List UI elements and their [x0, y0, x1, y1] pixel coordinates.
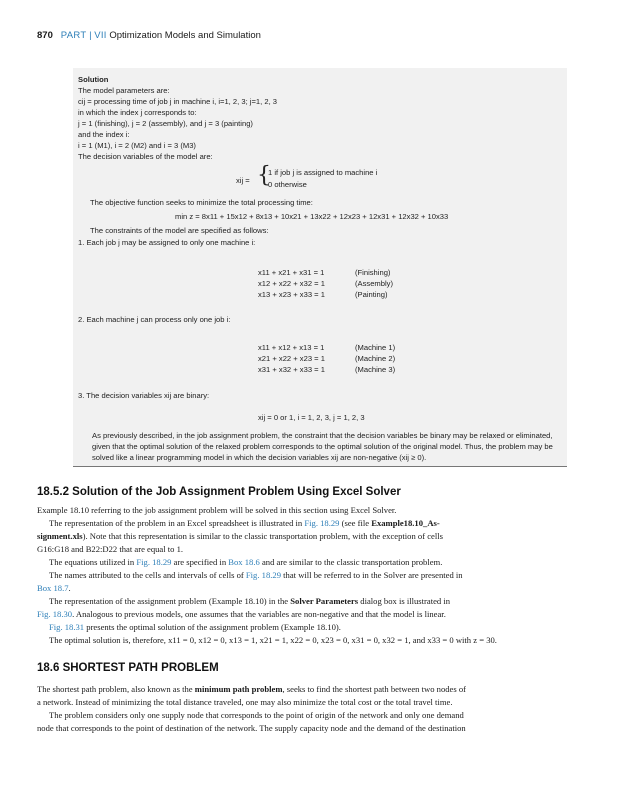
xij-case-2: 0 otherwise — [268, 180, 307, 189]
figure-link[interactable]: Fig. 18.29 — [304, 518, 340, 528]
constraint-2-eq: x31 + x32 + x33 = 1 — [258, 365, 325, 374]
paragraph-line: The optimal solution is, therefore, x11 = 0, x12 = 0, x13 = 1, x21 = 1, x22 = 0, x23 = 0, x31 = 0, x32 = 1, and x33 = 0 with z = 30. — [49, 635, 497, 645]
part-label: PART — [60, 30, 87, 41]
box-line: j = 1 (finishing), j = 2 (assembly), and j = 3 (painting) — [78, 119, 253, 128]
constraint-2-eq: x11 + x12 + x13 = 1 — [258, 343, 325, 352]
running-header — [37, 30, 261, 41]
constraint-1-title: 1. Each job j may be assigned to only one machine i: — [78, 238, 256, 247]
paragraph-line: a network. Instead of minimizing the total distance traveled, one may also minimize the total cost or the total travel time. — [37, 697, 453, 707]
solution-box-rule — [73, 466, 567, 467]
paragraph-line: The shortest path problem, also known as the minimum path problem, seeks to find the shortest path between two nodes of — [37, 684, 467, 694]
box-link[interactable]: Box 18.7 — [37, 583, 69, 593]
paragraph-line: The equations utilized in Fig. 18.29 are specified in Box 18.6 and are similar to the classic transportation problem. — [49, 557, 443, 567]
paragraph-line: The names attributed to the cells and intervals of cells of Fig. 18.29 that will be referred to in the Solver are presented in — [49, 570, 463, 580]
figure-link[interactable]: Fig. 18.31 — [49, 622, 85, 632]
constraint-2-title: 2. Each machine j can process only one job i: — [78, 315, 231, 324]
constraint-1-label: (Finishing) — [355, 268, 391, 277]
section-heading: 18.6 SHORTEST PATH PROBLEM — [37, 662, 219, 674]
constraint-1-label: (Assembly) — [355, 279, 393, 288]
constraint-2-eq: x21 + x22 + x23 = 1 — [258, 354, 325, 363]
paragraph-line: Fig. 18.31 presents the optimal solution of the assignment problem (Example 18.10). — [49, 622, 341, 632]
objective-intro: The objective function seeks to minimize the total processing time: — [90, 198, 313, 207]
box-line: i = 1 (M1), i = 2 (M2) and i = 3 (M3) — [78, 141, 196, 150]
section-heading: 18.5.2 Solution of the Job Assignment Problem Using Excel Solver — [37, 486, 401, 498]
box-line: and the index i: — [78, 130, 130, 139]
constraint-2-label: (Machine 3) — [355, 365, 396, 374]
part-title: Optimization Models and Simulation — [109, 30, 261, 41]
xij-label: xij = — [236, 176, 250, 185]
xij-case-1: 1 if job j is assigned to machine i — [268, 168, 378, 177]
page-number: 870 — [37, 30, 53, 41]
part-roman: VII — [94, 30, 107, 41]
box-line: cij = processing time of job j in machine i, i=1, 2, 3; j=1, 2, 3 — [78, 97, 278, 106]
box-line: in which the index j corresponds to: — [78, 108, 197, 117]
constraint-3-title: 3. The decision variables xij are binary: — [78, 391, 210, 400]
constraint-2-label: (Machine 2) — [355, 354, 396, 363]
constraint-1-eq: x11 + x21 + x31 = 1 — [258, 268, 325, 277]
paragraph-line: The problem considers only one supply node that corresponds to the point of origin of the network and only one demand — [49, 710, 464, 720]
constraint-1-label: (Painting) — [355, 290, 388, 299]
box-closing-paragraph: As previously described, in the job assignment problem, the constraint that the decision variables be binary may be relaxed or eliminated, given that the optimal solution of the relaxed problem corresponds to the optimal solution of the original model. Thus, the problem may be solved like a linear programming model in which the decision variables xij are non-negative (xij ≥ 0). — [92, 431, 553, 462]
paragraph-line: G16:G18 and B22:D22 that are equal to 1. — [37, 544, 184, 554]
box-link[interactable]: Box 18.6 — [228, 557, 260, 567]
constraint-1-eq: x13 + x23 + x33 = 1 — [258, 290, 325, 299]
paragraph-line: Fig. 18.30. Analogous to previous models, one assumes that the variables are non-negative and that the model is linear. — [37, 609, 446, 619]
header-separator: | — [89, 30, 92, 41]
constraint-1-eq: x12 + x22 + x32 = 1 — [258, 279, 325, 288]
box-line: The decision variables of the model are: — [78, 152, 213, 161]
box-line: The model parameters are: — [78, 86, 170, 95]
figure-link[interactable]: Fig. 18.30 — [37, 609, 73, 619]
figure-link[interactable]: Fig. 18.29 — [245, 570, 281, 580]
paragraph-line: The representation of the assignment problem (Example 18.10) in the Solver Parameters dialog box is illustrated in — [49, 596, 451, 606]
constraint-3-eq: xij = 0 or 1, i = 1, 2, 3, j = 1, 2, 3 — [258, 413, 365, 422]
dialog-name: Solver Parameters — [290, 596, 359, 606]
constraint-2-label: (Machine 1) — [355, 343, 396, 352]
paragraph-line: Box 18.7. — [37, 583, 71, 593]
solution-title: Solution — [78, 75, 109, 84]
figure-link[interactable]: Fig. 18.29 — [136, 557, 172, 567]
term: minimum path problem — [194, 684, 283, 694]
paragraph-line: signment.xls). Note that this representation is similar to the classic transportation problem, with the exception of cells — [37, 531, 443, 541]
paragraph-line: The representation of the problem in an Excel spreadsheet is illustrated in Fig. 18.29 (see file Example18.10_As- — [49, 518, 440, 528]
paragraph-line: Example 18.10 referring to the job assignment problem will be solved in this section using Excel Solver. — [37, 505, 397, 515]
file-name: Example18.10_As- — [371, 518, 440, 528]
constraints-intro: The constraints of the model are specified as follows: — [90, 226, 269, 235]
objective-function: min z = 8x11 + 15x12 + 8x13 + 10x21 + 13x22 + 12x23 + 12x31 + 12x32 + 10x33 — [175, 212, 449, 221]
paragraph-line: node that corresponds to the point of destination of the network. The supply capacity node and the demand of the destination — [37, 723, 466, 733]
brace-icon: { — [257, 163, 271, 188]
